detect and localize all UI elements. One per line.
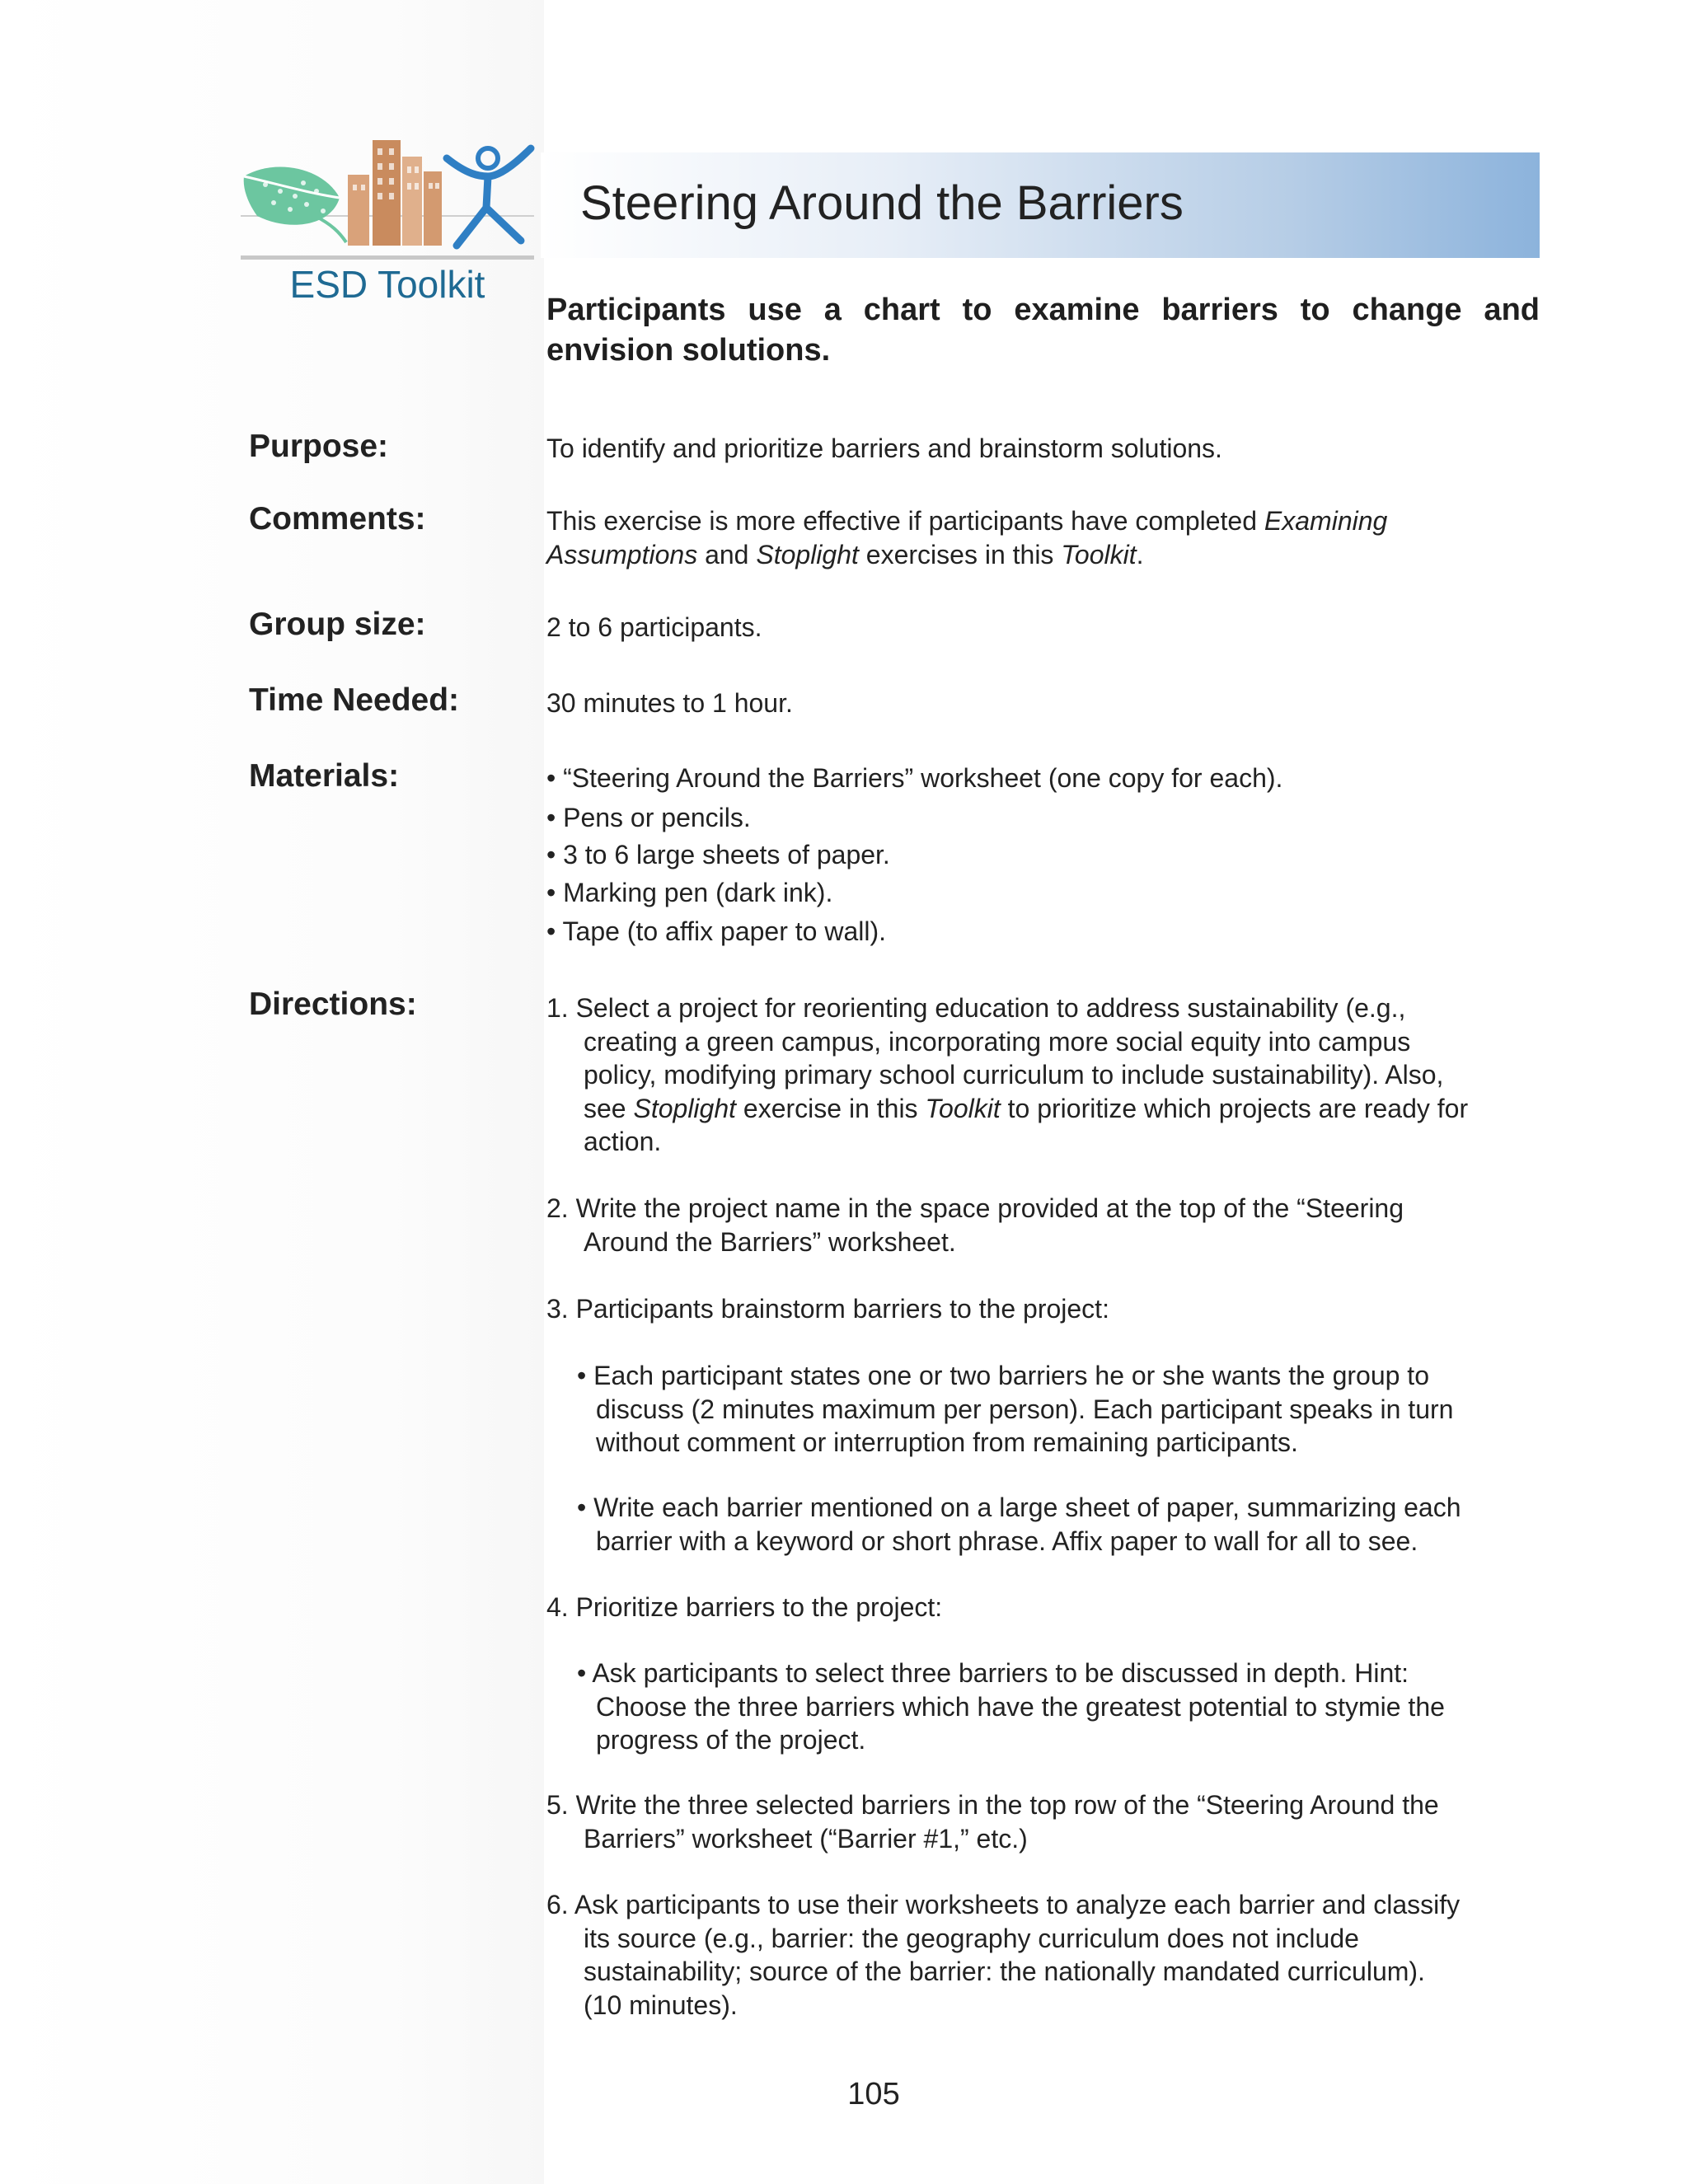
time-needed-label: Time Needed: [249,682,460,718]
purpose-value: To identify and prioritize barriers and brainstorm solutions. [546,434,1222,463]
comments-label: Comments: [249,501,426,537]
direction-step-3-bullet-1 [577,1359,1541,1460]
direction-step-4-bullet-1 [577,1657,1541,1757]
direction-step-3 [546,1292,1544,1326]
direction-text: exercise in this [736,1093,926,1123]
direction-line [546,1092,1544,1126]
direction-ref-toolkit: Toolkit [925,1093,1001,1123]
direction-line: 4. Prioritize barriers to the project: [546,1592,943,1622]
direction-line: action. [584,1127,662,1156]
direction-line: 3. Participants brainstorm barriers to the project: [546,1294,1109,1324]
bullet-line: • Write each barrier mentioned on a large sheet of paper, summarizing each [577,1493,1461,1522]
group-size-value: 2 to 6 participants. [546,612,762,642]
comments-value [546,504,1540,572]
bullet-line: without comment or interruption from remaining participants. [596,1427,1298,1457]
directions-label: Directions: [249,987,417,1022]
direction-line: policy, modifying primary school curriculum to include sustainability). Also, [584,1060,1444,1090]
bullet-line: progress of the project. [596,1725,866,1755]
time-needed-value: 30 minutes to 1 hour. [546,688,793,718]
direction-line: 5. Write the three selected barriers in the top row of the “Steering Around the [546,1790,1439,1820]
direction-line: creating a green campus, incorporating more social equity into campus [584,1026,1411,1057]
direction-line: (10 minutes). [584,1990,738,2020]
bullet-line: barrier with a keyword or short phrase. Affix paper to wall for all to see. [596,1526,1418,1556]
logo-underline [241,255,534,260]
comments-ref-stoplight: Stoplight [756,540,859,569]
direction-line: Around the Barriers” worksheet. [584,1226,956,1257]
materials-item: • Marking pen (dark ink). [546,878,833,907]
comments-ref-examining-assumptions: Examining Assumptions [546,506,1388,569]
direction-line: Barriers” worksheet (“Barrier #1,” etc.) [584,1823,1028,1854]
group-size-label: Group size: [249,607,426,642]
bullet-line: discuss (2 minutes maximum per person). Each participant speaks in turn [596,1394,1454,1424]
direction-step-1 [546,991,1544,1159]
materials-item: • “Steering Around the Barriers” worksheet (one copy for each). [546,763,1283,793]
page-number: 105 [847,2077,900,2111]
page-title: Steering Around the Barriers [580,176,1184,230]
materials-item: • Pens or pencils. [546,803,751,832]
direction-step-6 [546,1888,1544,2022]
comments-ref-toolkit: Toolkit [1061,540,1137,569]
direction-text: see [584,1093,634,1123]
left-column-shade [0,0,544,2184]
direction-line: 2. Write the project name in the space provided at the top of the “Steering [546,1193,1404,1223]
direction-line: 1. Select a project for reorienting education to address sustainability (e.g., [546,993,1406,1023]
materials-label: Materials: [249,758,400,794]
direction-step-4 [546,1591,1544,1624]
comments-text-3: exercises in this [858,540,1062,569]
direction-text: to prioritize which projects are ready for [1000,1093,1469,1123]
bullet-line: • Ask participants to select three barriers to be discussed in depth. Hint: [577,1658,1409,1688]
esd-toolkit-logo [241,134,536,265]
materials-item: • Tape (to affix paper to wall). [546,916,887,946]
direction-line: 6. Ask participants to use their worksheets to analyze each barrier and classify [546,1890,1461,1919]
comments-text-2: and [697,540,757,569]
direction-ref-stoplight: Stoplight [633,1093,737,1123]
direction-line: its source (e.g., barrier: the geography curriculum does not include [584,1923,1359,1953]
direction-step-3-bullet-2 [577,1491,1541,1558]
bullet-line: Choose the three barriers which have the greatest potential to stymie the [596,1691,1445,1722]
comments-text-4: . [1136,540,1144,569]
comments-text-1: This exercise is more effective if participants have completed [546,506,1264,536]
purpose-label: Purpose: [249,429,389,464]
bullet-line: • Each participant states one or two barriers he or she wants the group to [577,1361,1429,1390]
direction-step-2 [546,1192,1544,1258]
materials-item: • 3 to 6 large sheets of paper. [546,840,890,869]
direction-step-5 [546,1788,1544,1855]
logo-text: ESD Toolkit [289,263,485,306]
direction-line: sustainability; source of the barrier: the nationally mandated curriculum). [584,1957,1425,1986]
page-subtitle: Participants use a chart to examine barriers to change and envision solutions. [546,293,1540,368]
